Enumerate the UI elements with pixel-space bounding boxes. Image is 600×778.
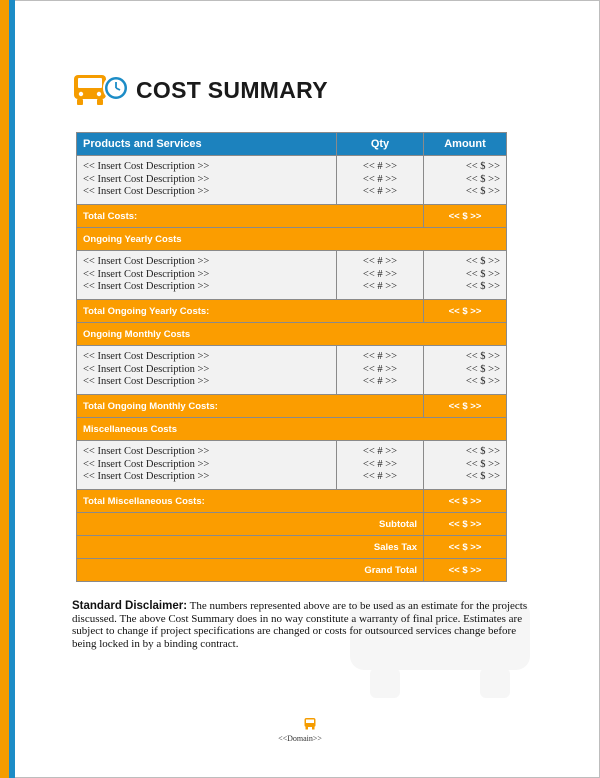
qty-line: << # >>	[362, 458, 398, 470]
qty-line: << # >>	[362, 186, 398, 198]
sales-tax-row	[77, 536, 507, 559]
amount-line: << $ >>	[465, 471, 500, 483]
qty-cell	[337, 156, 424, 205]
qty-line: << # >>	[362, 268, 398, 280]
disclaimer-label: Standard Disclaimer:	[72, 600, 188, 612]
qty-cell	[337, 441, 424, 490]
amount-line: << $ >>	[465, 446, 500, 458]
amount-line: << $ >>	[465, 186, 500, 198]
qty-line: << # >>	[362, 363, 398, 375]
description-line: << Insert Cost Description >>	[83, 161, 210, 173]
total-yearly-amount: << $ >>	[424, 300, 507, 323]
total-monthly-amount: << $ >>	[424, 395, 507, 418]
total-costs-amount: << $ >>	[424, 205, 507, 228]
table-row	[77, 156, 507, 205]
amount-cell	[424, 441, 507, 490]
description-line: << Insert Cost Description >>	[83, 446, 210, 458]
section-row-monthly	[77, 323, 507, 346]
amount-line: << $ >>	[465, 161, 500, 173]
amount-line: << $ >>	[465, 281, 500, 293]
description-line: << Insert Cost Description >>	[83, 351, 210, 363]
total-costs-row	[77, 205, 507, 228]
qty-line: << # >>	[362, 161, 398, 173]
footer-bus-icon	[303, 717, 317, 731]
grand-total-row	[77, 559, 507, 582]
table-row	[77, 346, 507, 395]
sales-tax-label: Sales Tax	[77, 536, 424, 559]
amount-cell	[424, 251, 507, 300]
description-line: << Insert Cost Description >>	[83, 458, 210, 470]
qty-cell	[337, 251, 424, 300]
footer-domain: <<Domain>>	[278, 734, 322, 743]
subtotal-label: Subtotal	[77, 513, 424, 536]
left-stripe-blue	[9, 0, 15, 778]
amount-line: << $ >>	[465, 351, 500, 363]
description-line: << Insert Cost Description >>	[83, 186, 210, 198]
qty-line: << # >>	[362, 446, 398, 458]
description-line: << Insert Cost Description >>	[83, 173, 210, 185]
header-amount: Amount	[424, 133, 507, 156]
disclaimer-text: The numbers represented above are to be used as an estimate for the projects discussed. The above Cost Summary does in no way constitute a warranty of final price. Estimates are subject to change if project specifications are changed or costs for outsourced services change before being locked in by a binding contract.	[72, 600, 528, 650]
description-line: << Insert Cost Description >>	[83, 268, 210, 280]
description-line: << Insert Cost Description >>	[83, 376, 210, 388]
header	[72, 72, 328, 108]
header-qty: Qty	[337, 133, 424, 156]
subtotal-row	[77, 513, 507, 536]
amount-line: << $ >>	[465, 363, 500, 375]
description-cell	[77, 346, 337, 395]
qty-line: << # >>	[362, 173, 398, 185]
section-row-yearly	[77, 228, 507, 251]
amount-line: << $ >>	[465, 268, 500, 280]
total-misc-label: Total Miscellaneous Costs:	[77, 490, 424, 513]
description-line: << Insert Cost Description >>	[83, 471, 210, 483]
amount-line: << $ >>	[465, 256, 500, 268]
qty-line: << # >>	[362, 256, 398, 268]
amount-line: << $ >>	[465, 458, 500, 470]
disclaimer	[72, 600, 532, 650]
section-title-monthly: Ongoing Monthly Costs	[77, 323, 507, 346]
description-line: << Insert Cost Description >>	[83, 281, 210, 293]
qty-line: << # >>	[362, 376, 398, 388]
sales-tax-amount: << $ >>	[424, 536, 507, 559]
page-title: COST SUMMARY	[136, 76, 328, 103]
total-misc-amount: << $ >>	[424, 490, 507, 513]
section-title-misc: Miscellaneous Costs	[77, 418, 507, 441]
qty-line: << # >>	[362, 351, 398, 363]
grand-total-label: Grand Total	[77, 559, 424, 582]
description-cell	[77, 156, 337, 205]
amount-cell	[424, 346, 507, 395]
total-misc-row	[77, 490, 507, 513]
section-row-misc	[77, 418, 507, 441]
total-yearly-label: Total Ongoing Yearly Costs:	[77, 300, 424, 323]
total-costs-label: Total Costs:	[77, 205, 424, 228]
description-cell	[77, 441, 337, 490]
clock-icon	[102, 74, 130, 102]
table-header-row	[77, 133, 507, 156]
amount-cell	[424, 156, 507, 205]
section-title-yearly: Ongoing Yearly Costs	[77, 228, 507, 251]
subtotal-amount: << $ >>	[424, 513, 507, 536]
total-yearly-row	[77, 300, 507, 323]
left-stripe-orange	[0, 0, 9, 778]
qty-line: << # >>	[362, 281, 398, 293]
description-line: << Insert Cost Description >>	[83, 256, 210, 268]
description-cell	[77, 251, 337, 300]
table-row	[77, 251, 507, 300]
grand-total-amount: << $ >>	[424, 559, 507, 582]
amount-line: << $ >>	[465, 376, 500, 388]
total-monthly-row	[77, 395, 507, 418]
table-row	[77, 441, 507, 490]
cost-table	[76, 132, 507, 582]
amount-line: << $ >>	[465, 173, 500, 185]
description-line: << Insert Cost Description >>	[83, 363, 210, 375]
qty-line: << # >>	[362, 471, 398, 483]
total-monthly-label: Total Ongoing Monthly Costs:	[77, 395, 424, 418]
header-products: Products and Services	[77, 133, 337, 156]
qty-cell	[337, 346, 424, 395]
